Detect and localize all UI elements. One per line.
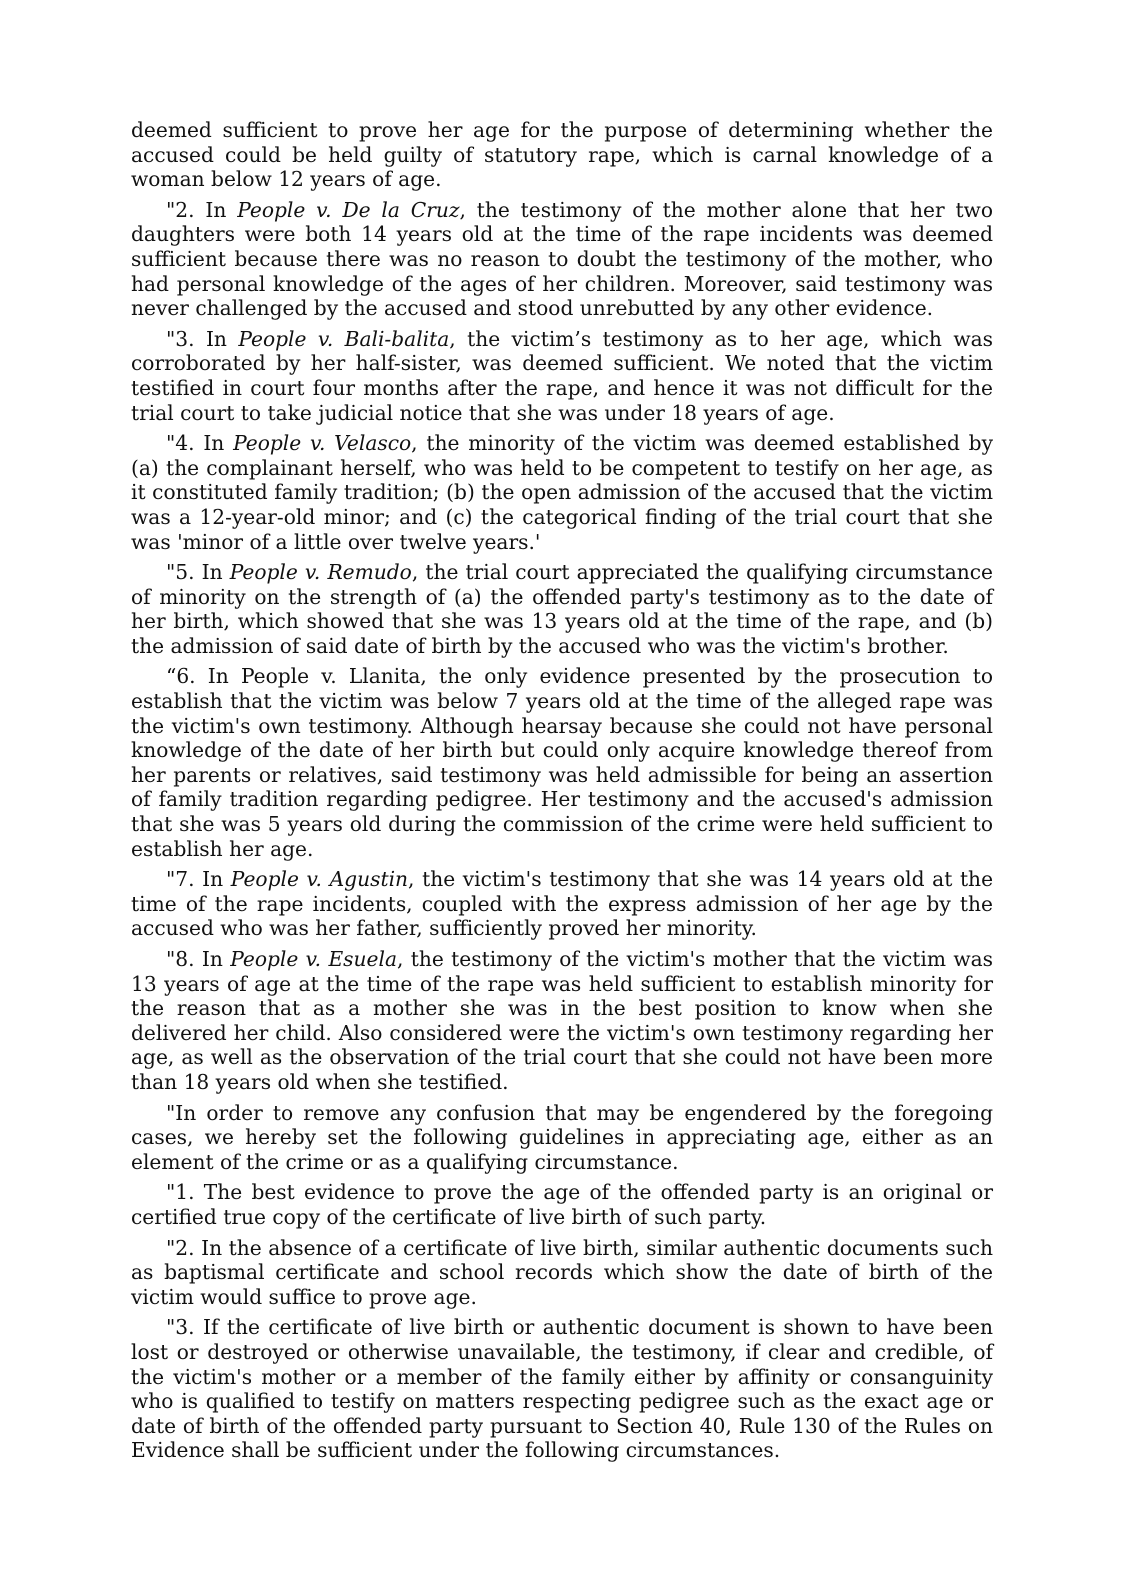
paragraph-lead: "5. In [166,560,230,585]
paragraph-lead: "4. In [166,431,234,456]
paragraph-esuela [131,947,993,1095]
paragraph-lead: "3. In [166,326,239,351]
paragraph-guideline-2: "2. In the absence of a certificate of live birth, similar authentic documents such as baptismal certificate and school records which show the date of birth of the victim would suffice to prove age. [131,1235,993,1309]
case-name: People v. Esuela [230,947,397,971]
paragraph-de-la-cruz [131,198,993,321]
paragraph-body: , the victim's testimony that she was 14 years old at the time of the rape incidents, coupled with the express admission of her age by the accused who was her father, sufficiently proved her minority. [131,867,994,941]
paragraph-bali-balita [131,327,993,425]
case-name: People v. Bali-balita [238,326,450,351]
paragraph-velasco [131,431,993,554]
paragraph-lead: "2. In [166,197,238,222]
paragraph-body: , the testimony of the victim's mother that the victim was 13 years of age at the time of the rape was held sufficient to establish minority for the reason that as a mother she was in the best position to know when she delivered her child. Also considered were the victim's own testimony regarding her age, as well as the observation of the trial court that she could not have been more than 18 years old when she testified. [131,947,993,1094]
paragraph-body: , the victim’s testimony as to her age, which was corroborated by her half-sister, was deemed sufficient. We noted that the victim testified in court four months after the rape, and hence it was not difficult for the trial court to take judicial notice that she was under 18 years of age. [131,326,993,425]
case-name: People v. Velasco [233,431,412,456]
document-page [131,118,993,1469]
paragraph-lead: "8. In [166,947,231,971]
paragraph-body: , the minority of the victim was deemed established by (a) the complainant herself, who was held to be competent to testify on her age, as it constituted family tradition; (b) the open admission of the accused that the victim was a 12-year-old minor; and (c) the categorical finding of the trial court that she was 'minor of a little over twelve years.' [131,431,993,554]
paragraph-lead: "7. In [166,867,231,892]
case-name: People v. De la Cruz [237,197,460,222]
paragraph-guideline-3: "3. If the certificate of live birth or authentic document is shown to have been lost or destroyed or otherwise unavailable, the testimony, if clear and credible, of the victim's mother or a member of the family either by affinity or consanguinity who is qualified to testify on matters respecting pedigree such as the exact age or date of birth of the offended party pursuant to Section 40, Rule 130 of the Rules on Evidence shall be sufficient under the following circumstances. [131,1315,993,1463]
paragraph-guideline-1: "1. The best evidence to prove the age of the offended party is an original or certified true copy of the certificate of live birth of such party. [131,1180,993,1229]
paragraph-body: , the trial court appreciated the qualifying circumstance of minority on the strength of (a) the offended party's testimony as to the date of her birth, which showed that she was 13 years old at the time of the rape, and (b) the admission of said date of birth by the accused who was the victim's brother. [131,560,993,658]
paragraph-guidelines-intro: "In order to remove any confusion that may be engendered by the foregoing cases, we hereby set the following guidelines in appreciating age, either as an element of the crime or as a qualifying circumstance. [131,1100,993,1174]
paragraph-remudo [131,560,993,658]
paragraph-llanita: “6. In People v. Llanita, the only evidence presented by the prosecution to establish that the victim was below 7 years old at the time of the alleged rape was the victim's own testimony. Although hearsay because she could not have personal knowledge of the date of her birth but could only acquire knowledge thereof from her parents or relatives, said testimony was held admissible for being an assertion of family tradition regarding pedigree. Her testimony and the accused's admission that she was 5 years old during the commission of the crime were held sufficient to establish her age. [131,664,993,861]
case-name: People v. Remudo [229,560,412,585]
case-name: People v. Agustin [230,867,409,892]
paragraph-agustin [131,867,993,941]
paragraph-statutory-rape-age: deemed sufficient to prove her age for the purpose of determining whether the accused could be held guilty of statutory rape, which is carnal knowledge of a woman below 12 years of age. [131,118,993,192]
paragraph-body: , the testimony of the mother alone that her two daughters were both 14 years old at the time of the rape incidents was deemed sufficient because there was no reason to doubt the testimony of the mother, who had personal knowledge of the ages of her children. Moreover, said testimony was never challenged by the accused and stood unrebutted by any other evidence. [131,197,993,321]
